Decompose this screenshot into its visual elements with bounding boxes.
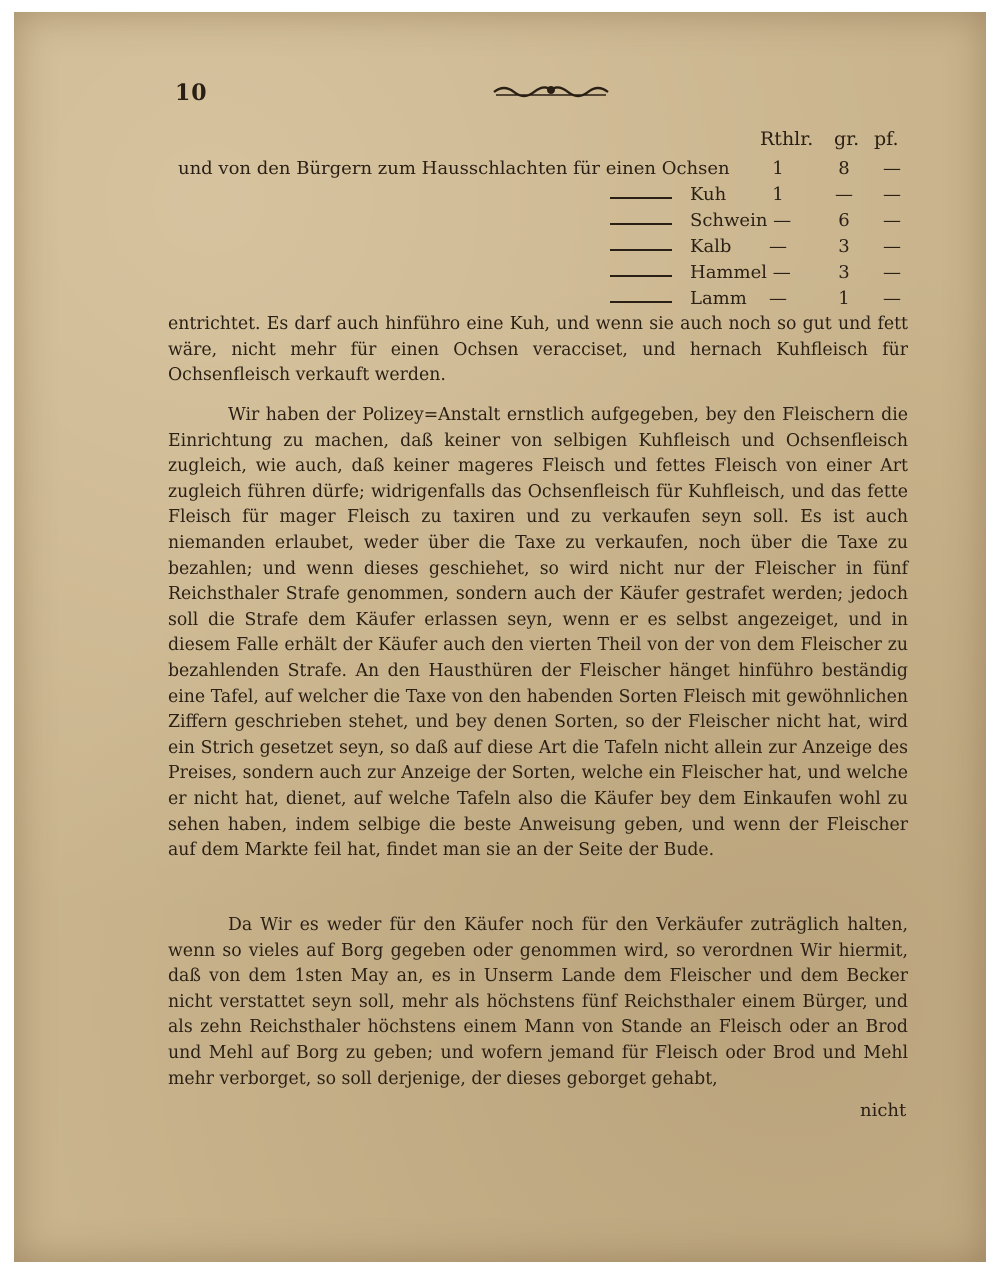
fee-animal: Kalb	[690, 236, 732, 257]
fee-calf-gr: 3	[838, 236, 850, 257]
ditto-dash	[610, 275, 672, 277]
fee-lamb-rthlr: —	[769, 288, 787, 309]
fee-ox-pf: —	[883, 158, 901, 179]
fee-cow-pf: —	[883, 184, 901, 205]
fee-mutton-gr: 3	[838, 262, 850, 283]
paragraph: entrichtet. Es darf auch hinführo eine Kuh, und wenn sie auch noch so gut und fett wäre, nicht mehr für einen Ochsen veracciset, und hernach Kuhfleisch für Ochsenfleisch verkauft werden.	[168, 314, 908, 386]
fee-cow-gr: —	[835, 184, 853, 205]
ditto-dash	[610, 301, 672, 303]
unit-pf: pf.	[874, 128, 899, 150]
catchword: nicht	[860, 1100, 907, 1121]
fee-mutton-pf: —	[883, 262, 901, 283]
fee-ox-rthlr: 1	[772, 158, 784, 179]
fee-lamb-pf: —	[883, 288, 901, 309]
fee-intro: und von den Bürgern zum Hausschlachten für einen Ochsen	[178, 158, 730, 179]
ditto-dash	[610, 223, 672, 225]
unit-gr: gr.	[834, 128, 860, 150]
paragraph: Da Wir es weder für den Käufer noch für den Verkäufer zuträglich halten, wenn so vieles auf Borg gegeben oder genommen wird, so verordnen Wir hiermit, daß von dem 1sten May an, es in Unserm Lande dem Fleischer und dem Becker nicht verstattet seyn soll, mehr als höchstens fünf Reichsthaler einem Bürger, und als zehn Reichsthaler höchstens einem Mann von Stande an Fleisch oder an Brod und Mehl auf Borg zu geben; und wofern jemand für Fleisch oder Brod und Mehl mehr verborget, so soll derjenige, der dieses geborget gehabt,	[168, 915, 908, 1089]
fee-animal: Hammel —	[690, 262, 791, 283]
fee-pig-pf: —	[883, 210, 901, 231]
fee-animal: Schwein —	[690, 210, 792, 231]
fee-animal: Kuh	[690, 184, 727, 205]
fee-animal: Lamm	[690, 288, 747, 309]
ditto-dash	[610, 249, 672, 251]
ornament-icon	[492, 82, 610, 98]
fee-pig-gr: 6	[838, 210, 850, 231]
unit-rthlr: Rthlr.	[760, 128, 814, 150]
ditto-dash	[610, 197, 672, 199]
fee-calf-rthlr: —	[769, 236, 787, 257]
page-number: 10	[175, 80, 208, 106]
fee-ox-gr: 8	[838, 158, 850, 179]
fee-lamb-gr: 1	[838, 288, 850, 309]
fee-cow-rthlr: 1	[772, 184, 784, 205]
fee-calf-pf: —	[883, 236, 901, 257]
paragraph: Wir haben der Polizey=Anstalt ernstlich aufgegeben, bey den Fleischern die Einrichtung zu machen, daß keiner von selbigen Kuhfleisch und Ochsenfleisch zugleich, wie auch, daß keiner mageres Fleisch und fettes Fleisch von einer Art zugleich führen dürfe; widrigenfalls das Ochsenfleisch für Kuhfleisch, und das fette Fleisch für mager Fleisch zu taxiren und zu verkaufen seyn soll. Es ist auch niemanden erlaubet, weder über die Taxe zu verkaufen, noch über die Taxe zu bezahlen; und wenn dieses geschiehet, so wird nicht nur der Fleischer in fünf Reichsthaler Strafe genommen, sondern auch der Käufer gestrafet werden; jedoch soll die Strafe dem Käufer erlassen seyn, wenn er es selbst angezeiget, und in diesem Falle erhält der Käufer auch den vierten Theil von der von dem Fleischer zu bezahlenden Strafe. An den Hausthüren der Fleischer hänget hinführo beständig eine Tafel, auf welcher die Taxe von den habenden Sorten Fleisch mit gewöhnlichen Ziffern geschrieben stehet, und bey denen Sorten, so der Fleischer nicht hat, wird ein Strich gesetzet seyn, so daß auf diese Art die Tafeln nicht allein zur Anzeige des Preises, sondern auch zur Anzeige der Sorten, welche ein Fleischer hat, und welche er nicht hat, dienet, auf welche Tafeln also die Käufer bey dem Einkaufen wohl zu sehen haben, indem selbige die beste Anweisung geben, und wenn der Fleischer auf dem Markte feil hat, findet man sie an der Seite der Bude.	[168, 405, 908, 861]
